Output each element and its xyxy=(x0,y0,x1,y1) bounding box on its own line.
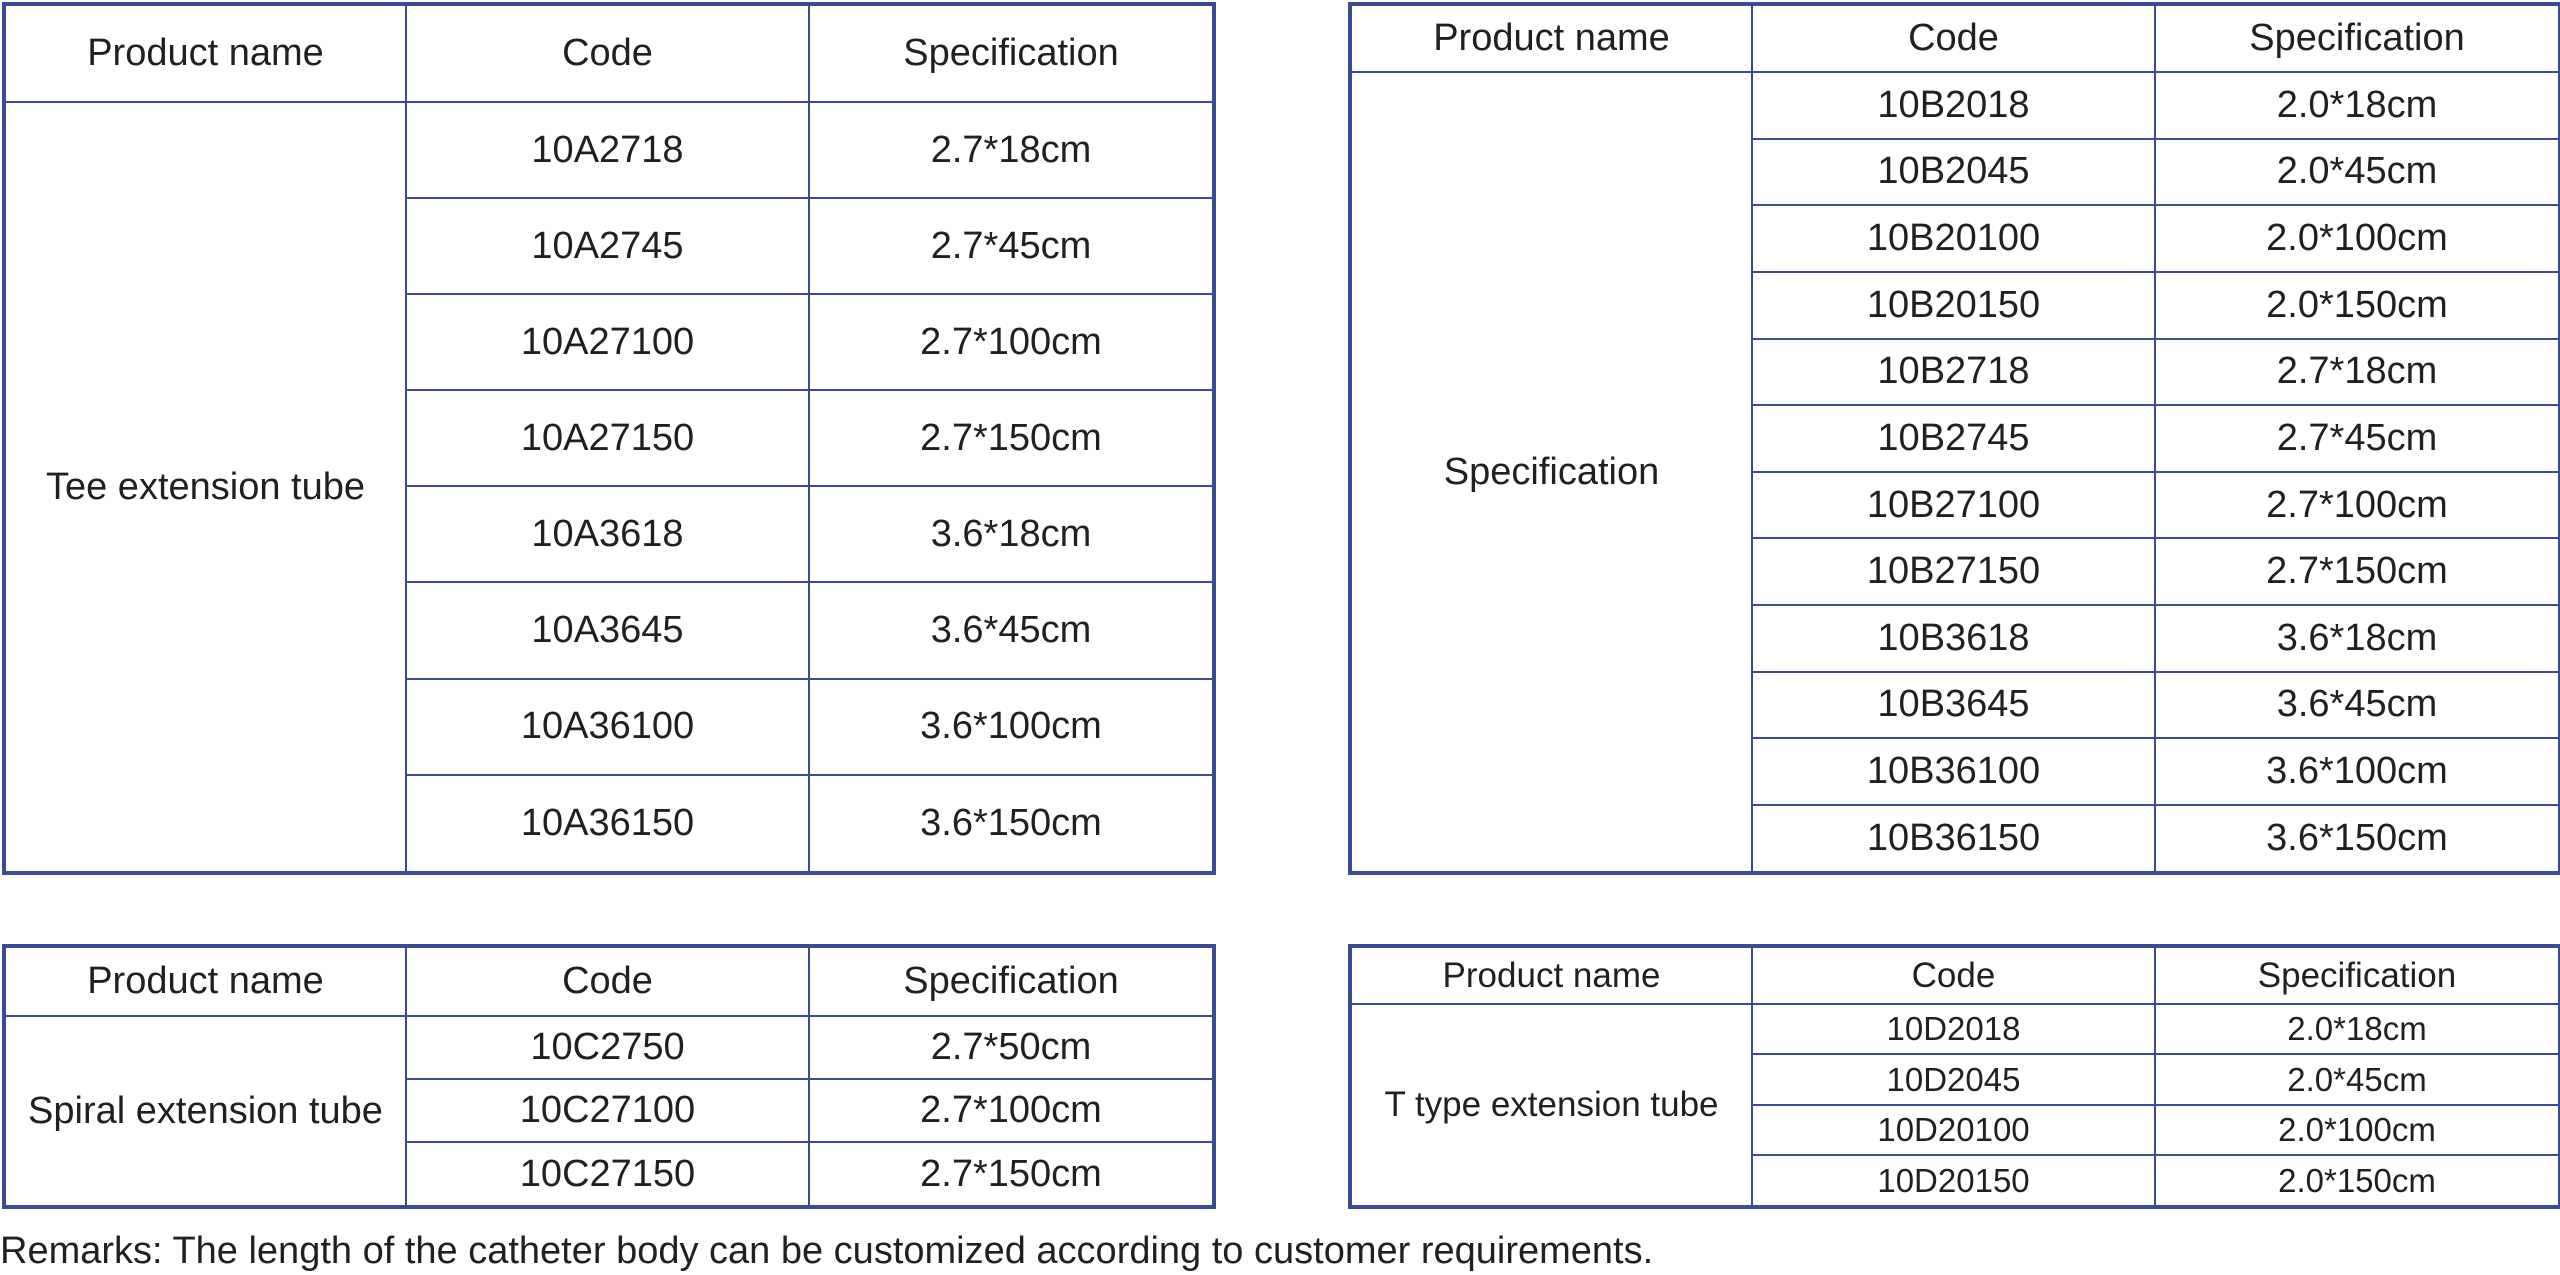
header-specification: Specification xyxy=(2155,946,2560,1004)
spec-cell: 2.7*100cm xyxy=(2155,472,2560,539)
code-cell: 10D20100 xyxy=(1752,1105,2155,1155)
spec-cell: 2.7*18cm xyxy=(809,102,1214,198)
spec-cell: 3.6*45cm xyxy=(2155,672,2560,739)
code-cell: 10C27150 xyxy=(406,1142,809,1207)
code-cell: 10A36100 xyxy=(406,679,809,775)
code-cell: 10B20150 xyxy=(1752,272,2155,339)
spec-cell: 2.7*100cm xyxy=(809,1079,1214,1142)
code-cell: 10C27100 xyxy=(406,1079,809,1142)
spec-cell: 2.7*100cm xyxy=(809,294,1214,390)
spec-cell: 2.7*150cm xyxy=(2155,538,2560,605)
header-specification: Specification xyxy=(809,946,1214,1016)
code-cell: 10B36150 xyxy=(1752,805,2155,873)
spec-cell: 2.0*18cm xyxy=(2155,72,2560,139)
spec-cell: 3.6*18cm xyxy=(2155,605,2560,672)
spec-cell: 2.7*45cm xyxy=(2155,405,2560,472)
code-cell: 10B2018 xyxy=(1752,72,2155,139)
remarks-text: Remarks: The length of the catheter body can be customized according to customer requirements. xyxy=(0,1230,1654,1272)
code-cell: 10A36150 xyxy=(406,775,809,873)
header-code: Code xyxy=(406,4,809,102)
code-cell: 10B3618 xyxy=(1752,605,2155,672)
product-name-cell: T type extension tube xyxy=(1350,1004,1752,1207)
header-product-name: Product name xyxy=(4,946,406,1016)
header-code: Code xyxy=(1752,946,2155,1004)
spec-cell: 3.6*45cm xyxy=(809,582,1214,678)
header-specification: Specification xyxy=(809,4,1214,102)
spec-table-t-type-extension-tube xyxy=(1348,944,2560,1209)
code-cell: 10B27150 xyxy=(1752,538,2155,605)
code-cell: 10A2718 xyxy=(406,102,809,198)
code-cell: 10B2745 xyxy=(1752,405,2155,472)
code-cell: 10D2045 xyxy=(1752,1054,2155,1104)
spec-cell: 2.0*45cm xyxy=(2155,1054,2560,1104)
code-cell: 10B2045 xyxy=(1752,139,2155,206)
spec-cell: 2.7*150cm xyxy=(809,390,1214,486)
spec-cell: 3.6*150cm xyxy=(809,775,1214,873)
code-cell: 10B20100 xyxy=(1752,205,2155,272)
spec-table-tee-extension-tube xyxy=(2,2,1216,875)
spec-table-b-series xyxy=(1348,2,2560,875)
spec-table-spiral-extension-tube xyxy=(2,944,1216,1209)
spec-cell: 3.6*100cm xyxy=(809,679,1214,775)
header-code: Code xyxy=(1752,4,2155,72)
spec-cell: 2.0*150cm xyxy=(2155,272,2560,339)
code-cell: 10A3645 xyxy=(406,582,809,678)
code-cell: 10B3645 xyxy=(1752,672,2155,739)
code-cell: 10B27100 xyxy=(1752,472,2155,539)
spec-cell: 2.7*45cm xyxy=(809,198,1214,294)
code-cell: 10A3618 xyxy=(406,486,809,582)
header-specification: Specification xyxy=(2155,4,2560,72)
spec-cell: 2.0*100cm xyxy=(2155,205,2560,272)
spec-cell: 2.7*150cm xyxy=(809,1142,1214,1207)
spec-cell: 2.0*45cm xyxy=(2155,139,2560,206)
code-cell: 10A27100 xyxy=(406,294,809,390)
spec-cell: 2.0*100cm xyxy=(2155,1105,2560,1155)
code-cell: 10C2750 xyxy=(406,1016,809,1079)
spec-cell: 2.0*150cm xyxy=(2155,1155,2560,1207)
product-name-cell: Tee extension tube xyxy=(4,102,406,873)
header-product-name: Product name xyxy=(4,4,406,102)
spec-cell: 2.7*18cm xyxy=(2155,339,2560,406)
code-cell: 10A2745 xyxy=(406,198,809,294)
code-cell: 10A27150 xyxy=(406,390,809,486)
spec-cell: 3.6*100cm xyxy=(2155,738,2560,805)
spec-cell: 2.7*50cm xyxy=(809,1016,1214,1079)
spec-cell: 3.6*150cm xyxy=(2155,805,2560,873)
header-code: Code xyxy=(406,946,809,1016)
product-name-cell: Spiral extension tube xyxy=(4,1016,406,1207)
code-cell: 10D2018 xyxy=(1752,1004,2155,1054)
product-name-cell: Specification xyxy=(1350,72,1752,873)
spec-cell: 3.6*18cm xyxy=(809,486,1214,582)
header-product-name: Product name xyxy=(1350,4,1752,72)
code-cell: 10B36100 xyxy=(1752,738,2155,805)
header-product-name: Product name xyxy=(1350,946,1752,1004)
code-cell: 10B2718 xyxy=(1752,339,2155,406)
spec-cell: 2.0*18cm xyxy=(2155,1004,2560,1054)
code-cell: 10D20150 xyxy=(1752,1155,2155,1207)
